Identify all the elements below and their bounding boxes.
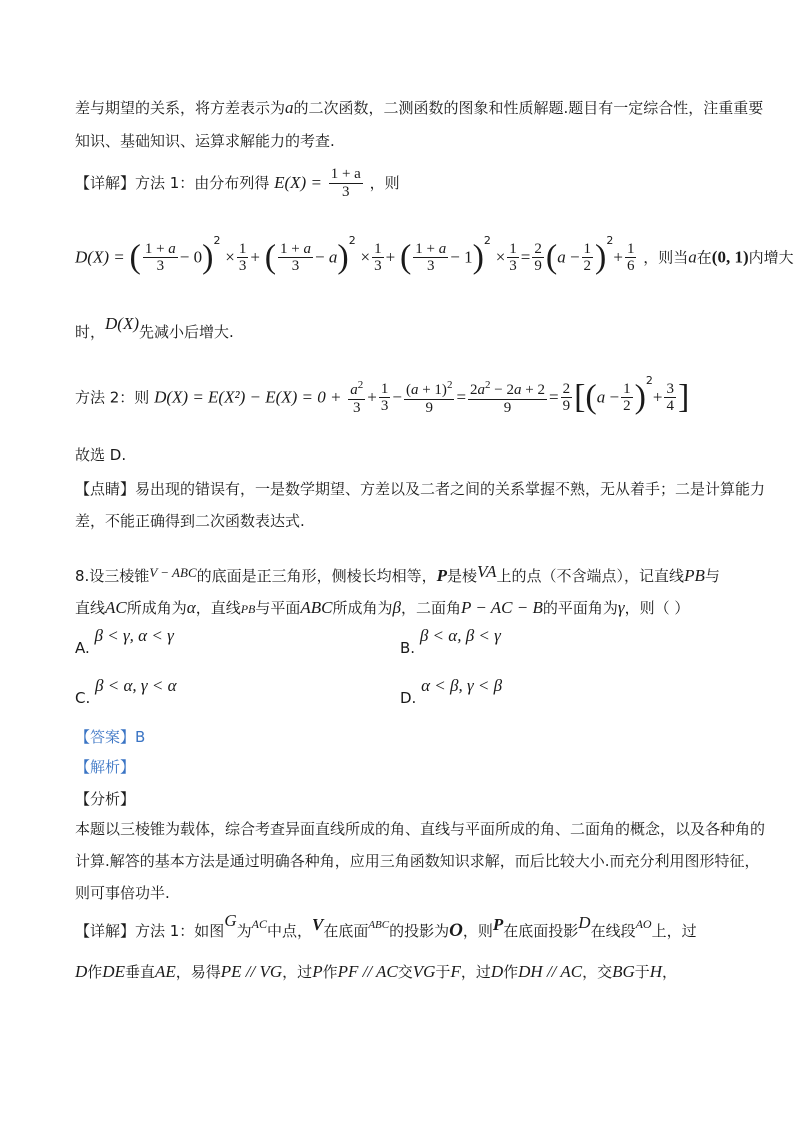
fenxi-line1: 本题以三棱锥为载体，综合考查异面直线所成的角、直线与平面所成的角、二面角的概念，以及各种角的 [75,820,766,838]
fenxi-line3: 则可事倍功半. [75,884,170,902]
ex-fraction: $\frac{1 + a}{3}$ [330,166,361,200]
option-d[interactable]: D. α < β, γ < β [400,676,503,707]
pointer-line1: 【点睛】易出现的错误有，一是数学期望、方差以及二者之间的关系掌握不熟，无从着手；二是计算能力 [75,480,766,498]
analysis-label: 【解析】 [75,758,136,776]
choose-answer: 故选 D. [75,446,127,464]
option-b[interactable]: B. β < α, β < γ [400,626,501,657]
option-a[interactable]: A. β < γ, α < γ [75,626,174,657]
fenxi-line2: 计算.解答的基本方法是通过明确各种角，应用三角函数知识求解，而后比较大小.而充分利用图形特征， [75,852,760,870]
q8-line2: 直线AC所成角为α，直线PB与平面ABC所成角为β，二面角P − AC − B的平面角为γ，则（ ） [75,598,690,617]
q8-line1: 8.设三棱锥V − ABC的底面是正三角形，侧棱长均相等，P是棱VA上的点（不含端点），记直线PB与 [75,562,720,585]
method2-formula: 方法 2：则 D(X) = E(X²) − E(X) = 0 + $\frac{a^2}{3}$ + $\frac{1}{3}$ − $\frac{(a + 1)^2}{9}$ = $\frac{2a^2 - 2a + 2}{9}$ = $\frac{2}{9}$ [(a − $\frac{1}{2}$ )$^2$+ $\frac{3}{4}$ ] [75,374,690,416]
answer-label: 【答案】B [75,728,146,746]
para1-line1: 差与期望的关系，将方差表示为a的二次函数，二测函数的图象和性质解题.题目有一定综合性，注重重要 [75,98,764,117]
detail2-line1: 【详解】方法 1：如图G为$^{AC}$中点，V在底面$^{ABC}$的投影为O，则P在底面投影D在线段$^{AO}$上，过 [75,911,697,941]
para1-line2: 知识、基础知识、运算求解能力的考查. [75,132,335,150]
detail2-line2: D作DE垂直AE，易得PE // VG，过P作PF // AC交VG于F，过D作DH // AC，交BG于H， [75,962,678,981]
fenxi-label: 【分析】 [75,790,136,808]
pointer-line2: 差，不能正确得到二次函数表达式. [75,512,305,530]
detail1-line3: 时，D(X)先减小后增大. [75,314,234,341]
dx-formula: D(X) = ( $\frac{1 + a}{3}$ − 0)$^2$ × $\frac{1}{3}$ + ( $\frac{1 + a}{3}$ − a)$^2$ × $\frac{1}{3}$ + ( $\frac{1 + a}{3}$ − 1)$^2$ × $\frac{1}{3}$ = $\frac{2}{9}$ (a − $\frac{1}{2}$ )$^2$+ $\frac{1}{6}$ ，则当a在(0, 1)内增大 [75,234,794,276]
detail1-line1: 【详解】方法 1：由分布列得 E(X) = $\frac{1 + a}{3}$ ，则 [75,166,400,200]
option-c[interactable]: C. β < α, γ < α [75,676,177,707]
